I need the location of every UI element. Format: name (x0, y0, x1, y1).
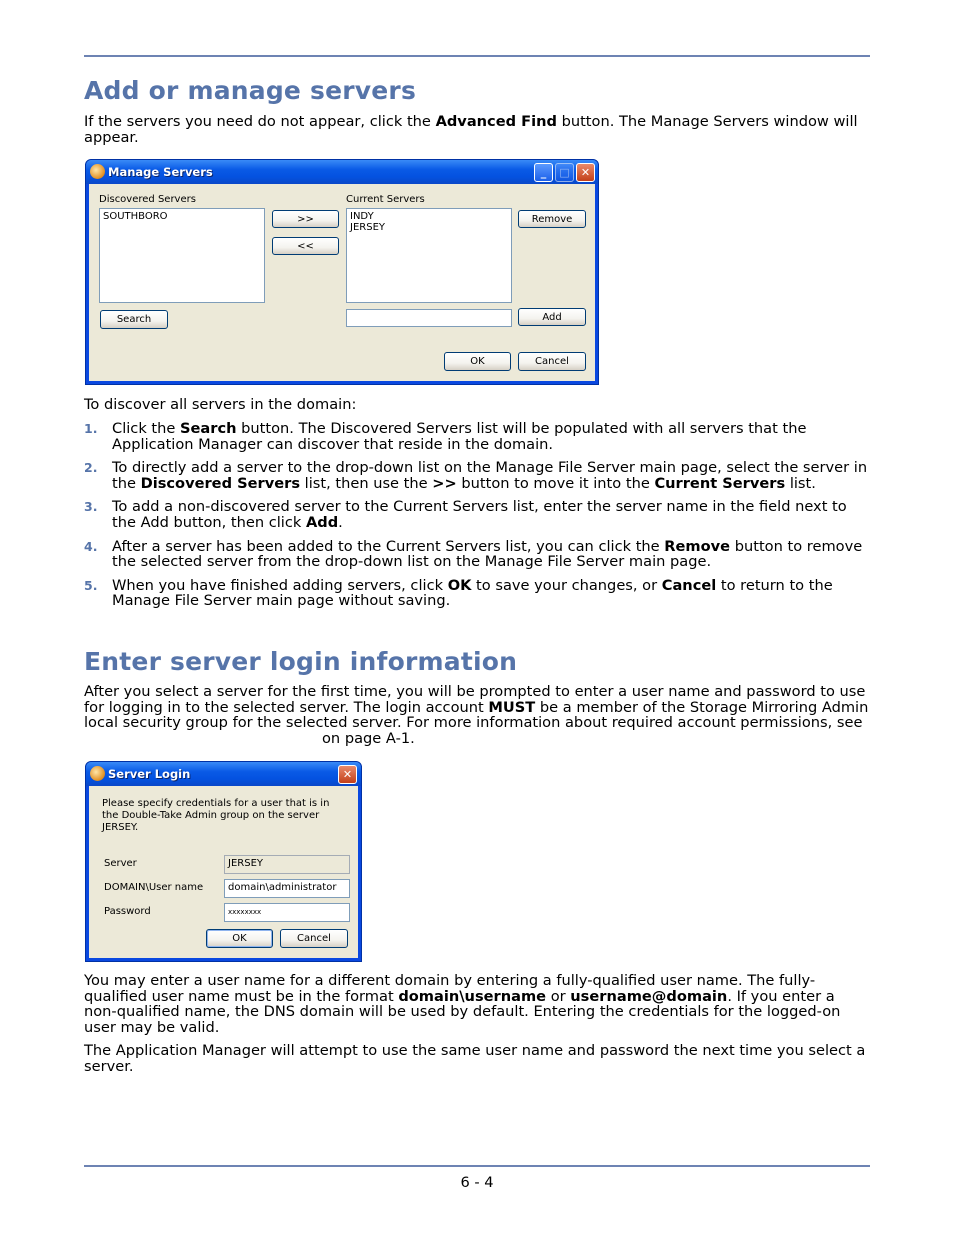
heading-add-manage-servers: Add or manage servers (84, 76, 417, 105)
step-text: button to remove the selected server from the drop-down list on the Manage File Server main page. (112, 537, 863, 571)
step-bold-term: Search (180, 420, 237, 437)
remove-button[interactable]: Remove (518, 210, 586, 228)
server-login-client (89, 786, 358, 958)
advanced-find-term: Advanced Find (435, 113, 557, 130)
step-number: 3. (84, 499, 98, 515)
step-number: 1. (84, 421, 98, 436)
step-item (84, 539, 870, 570)
move-left-button[interactable]: << (272, 237, 339, 255)
manage-servers-client (89, 184, 595, 381)
step-text: To directly add a server to the drop-down list on the Manage File Server main page, select the server in the (112, 459, 868, 492)
qualified-name-paragraph (84, 973, 870, 1035)
step-number: 4. (84, 538, 98, 554)
list-item[interactable]: INDY (350, 211, 374, 222)
list-item[interactable]: JERSEY (350, 222, 385, 233)
password-field[interactable]: xxxxxxxx (224, 903, 350, 922)
domain-username-format: domain\username (398, 987, 547, 1005)
minimize-icon[interactable]: _ (534, 163, 553, 182)
move-right-button[interactable]: >> (272, 210, 339, 228)
manage-servers-window (85, 159, 599, 385)
step-bold-term: >> (432, 474, 457, 492)
step-bold-term: Cancel (661, 576, 717, 594)
qualified-text: You may enter a user name for a different domain by entering a fully-qualified user name. The fully-qualified user name must be in the format (84, 972, 816, 1005)
close-icon[interactable]: ✕ (576, 163, 595, 182)
ok-button[interactable]: OK (444, 352, 511, 371)
username-domain-format: username@domain (570, 987, 728, 1005)
step-item (84, 578, 870, 609)
step-bold-term: Add (305, 513, 339, 531)
step-text: To add a non-discovered server to the Current Servers list, enter the server name in the field next to the Add button, then click (112, 498, 847, 531)
step-text: After a server has been added to the Current Servers list, you can click the (112, 537, 665, 555)
intro-text: If the servers you need do not appear, click the (84, 113, 436, 130)
step-bold-term: Current Servers (654, 474, 786, 492)
step-bold-term: OK (447, 576, 472, 594)
add-server-input[interactable] (346, 309, 512, 327)
top-rule (84, 55, 870, 57)
discovered-servers-list[interactable] (99, 208, 265, 303)
step-text: list. (785, 474, 816, 492)
step-text: button. The Discovered Servers list will be populated with all servers that the Application Manager can discover that reside in the domain. (112, 420, 807, 453)
maximize-icon: □ (555, 163, 574, 182)
qualified-or: or (546, 987, 571, 1005)
step-bold-term: Remove (664, 537, 731, 555)
server-login-window (85, 761, 362, 962)
step-text: list, then use the (300, 474, 433, 492)
step-text: When you have finished adding servers, click (112, 576, 448, 594)
discover-steps-list (84, 421, 870, 617)
heading-server-login: Enter server login information (84, 647, 518, 676)
step-item (84, 421, 870, 452)
server-login-titlebar[interactable] (86, 762, 361, 786)
username-label: DOMAIN\User name (104, 882, 204, 893)
login-message: Please specify credentials for a user that is in the Double-Take Admin group on the server JERSEY. (102, 798, 330, 833)
step-text: to save your changes, or (471, 576, 662, 594)
app-icon (90, 766, 105, 781)
window-title: Manage Servers (108, 165, 213, 179)
page-number: 6 - 4 (460, 1174, 494, 1191)
cancel-button[interactable]: Cancel (518, 352, 586, 371)
step-number: 5. (84, 577, 98, 593)
search-button[interactable]: Search (100, 310, 168, 329)
discover-intro: To discover all servers in the domain: (84, 396, 357, 413)
login-paragraph (84, 684, 870, 746)
step-item (84, 460, 870, 491)
window-title: Server Login (108, 767, 191, 781)
intro-text-end: button. The Manage Servers window will appear. (84, 113, 858, 146)
username-field[interactable]: domain\administrator (224, 879, 350, 898)
login-text-mid: be a member of the Storage Mirroring Admin local security group for the selected server. For more information about required account permissions, see (84, 698, 869, 732)
login-text: After you select a server for the first time, you will be prompted to enter a user name and password to use for logging in to the selected server. The login account (84, 683, 866, 716)
step-item (84, 499, 870, 530)
app-icon (90, 164, 105, 179)
current-servers-list[interactable] (346, 208, 512, 303)
bottom-rule (84, 1165, 870, 1167)
qualified-text-end: . If you enter a non-qualified name, the DNS domain will be used by default. Entering the credentials for the logged-on user may be valid. (84, 987, 841, 1036)
login-text-end: on page A-1. (322, 729, 415, 747)
discovered-servers-label: Discovered Servers (99, 194, 196, 205)
step-text: . (338, 513, 343, 531)
step-text: button to move it into the (456, 474, 655, 492)
step-text: Click the (112, 420, 181, 437)
step-number: 2. (84, 460, 98, 476)
list-item[interactable]: SOUTHBORO (103, 211, 168, 222)
intro-paragraph (84, 114, 870, 145)
reuse-credentials-paragraph: The Application Manager will attempt to use the same user name and password the next time you select a server. (84, 1042, 866, 1075)
server-field: JERSEY (224, 855, 350, 874)
step-text: to return to the Manage File Server main page without saving. (112, 576, 833, 610)
login-cancel-button[interactable]: Cancel (280, 929, 348, 948)
step-bold-term: Discovered Servers (140, 474, 301, 492)
current-servers-label: Current Servers (346, 194, 425, 205)
login-ok-button[interactable]: OK (206, 929, 273, 948)
close-icon[interactable]: ✕ (338, 765, 357, 784)
must-term: MUST (488, 698, 536, 716)
add-button[interactable]: Add (518, 308, 586, 326)
password-label: Password (104, 906, 151, 917)
manage-servers-titlebar[interactable] (86, 160, 598, 184)
server-label: Server (104, 858, 137, 869)
